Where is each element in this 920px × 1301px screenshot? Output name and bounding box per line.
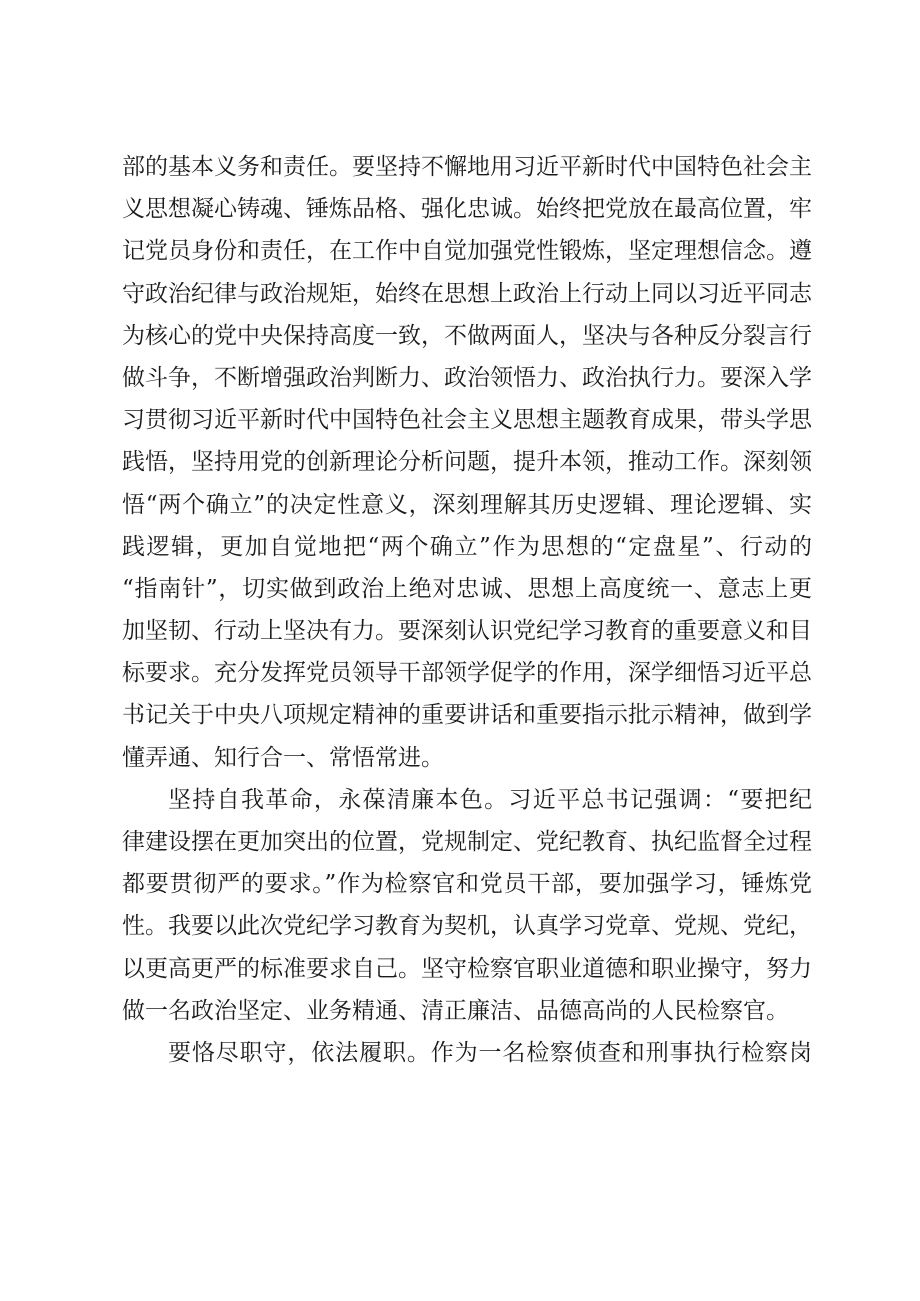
text-line: 做斗争，不断增强政治判断力、政治领悟力、政治执行力。要深入学 bbox=[122, 364, 812, 391]
text-line: 悟“两个确立”的决定性意义，深刻理解其历史逻辑、理论逻辑、实 bbox=[122, 491, 812, 518]
text-line: 守政治纪律与政治规矩，始终在思想上政治上行动上同以习近平同志 bbox=[122, 280, 812, 307]
document-body bbox=[122, 146, 812, 1074]
text-line: 践悟，坚持用党的创新理论分析问题，提升本领，推动工作。深刻领 bbox=[122, 449, 812, 476]
text-line: 书记关于中央八项规定精神的重要讲话和重要指示批示精神，做到学 bbox=[122, 702, 812, 729]
text-line: 律建设摆在更加突出的位置，党规制定、党纪教育、执纪监督全过程 bbox=[122, 829, 812, 855]
text-line: 加坚韧、行动上坚决有力。要深刻认识党纪学习教育的重要意义和目 bbox=[122, 618, 812, 645]
text-line: 为核心的党中央保持高度一致，不做两面人，坚决与各种反分裂言行 bbox=[122, 322, 812, 349]
text-line: 记党员身份和责任，在工作中自觉加强党性锻炼，坚定理想信念。遵 bbox=[122, 238, 812, 265]
text-line: 懂弄通、知行合一、常悟常进。 bbox=[122, 744, 444, 771]
text-line: 部的基本义务和责任。要坚持不懈地用习近平新时代中国特色社会主 bbox=[122, 154, 812, 180]
text-line: 义思想凝心铸魂、锤炼品格、强化忠诚。始终把党放在最高位置，牢 bbox=[122, 196, 812, 223]
text-line: 以更高更严的标准要求自己。坚守检察官职业道德和职业操守，努力 bbox=[122, 955, 812, 982]
text-line: 做一名政治坚定、业务精通、清正廉洁、品德高尚的人民检察官。 bbox=[122, 997, 789, 1024]
paragraph-first-line: 要恪尽职守，依法履职。作为一名检察侦查和刑事执行检察岗 bbox=[168, 1039, 812, 1066]
text-line: 都要贯彻严的要求。”作为检察官和党员干部，要加强学习，锤炼党 bbox=[122, 871, 812, 898]
text-line: “指南针”，切实做到政治上绝对忠诚、思想上高度统一、意志上更 bbox=[122, 575, 812, 602]
paragraph-first-line: 坚持自我革命，永葆清廉本色。习近平总书记强调：“要把纪 bbox=[168, 786, 812, 813]
text-line: 习贯彻习近平新时代中国特色社会主义思想主题教育成果，带头学思 bbox=[122, 407, 812, 434]
text-line: 践逻辑，更加自觉地把“两个确立”作为思想的“定盘星”、行动的 bbox=[122, 533, 812, 560]
text-line: 标要求。充分发挥党员领导干部领学促学的作用，深学细悟习近平总 bbox=[122, 660, 812, 687]
text-line: 性。我要以此次党纪学习教育为契机，认真学习党章、党规、党纪， bbox=[122, 913, 812, 940]
